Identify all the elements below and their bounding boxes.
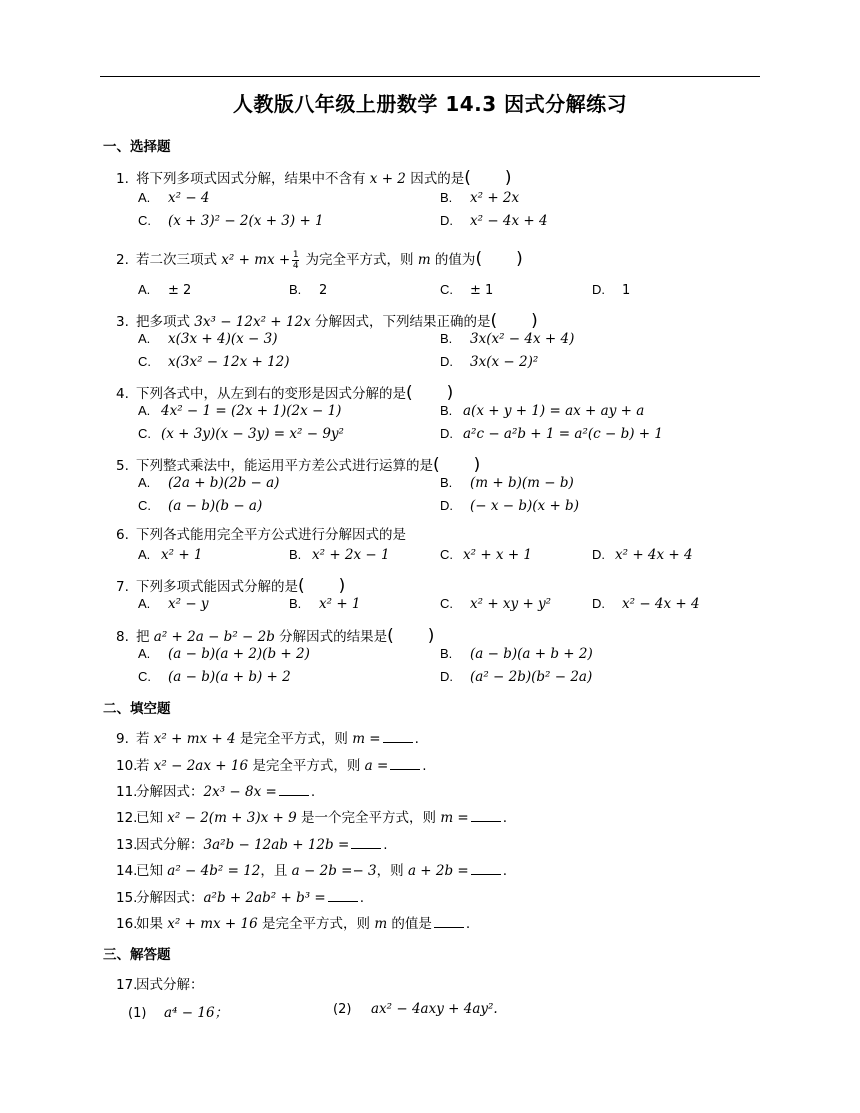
question-2: 2. 若二次三项式 x² + mx + $\frac{1}{4}$ 为完全平方式，则 m 的值为( ) [116,249,523,271]
answer-blank [471,809,501,822]
option-a: A. x(3x + 4)(x − 3) [138,331,278,347]
option-c: C. (a − b)(b − a) [138,498,263,514]
option-a: A. x² − 4 [138,190,210,206]
option-b: B. (m + b)(m − b) [440,475,574,491]
option-c: C. (x + 3y)(x − 3y) = x² − 9y² [138,426,344,442]
option-a: A. x² + 1 [138,547,203,563]
answer-blank [351,836,381,849]
section-heading-choice: 一、选择题 [103,139,171,155]
page-title: 人教版八年级上册数学 14.3 因式分解练习 [232,92,628,116]
option-d: D. x² + 4x + 4 [592,547,693,563]
option-a: A. x² − y [138,596,209,612]
sub-question-2: (2) ax² − 4axy + 4ay². [333,1001,498,1017]
option-d: D. x² − 4x + 4 [592,596,700,612]
question-15: 15.分解因式：a²b + 2ab² + b³ = . [116,890,365,906]
option-a: A. (a − b)(a + 2)(b + 2) [138,646,310,662]
section-heading-fill: 二、填空题 [103,701,171,717]
option-a: A. ± 2 [138,282,192,298]
question-16: 16.如果 x² + mx + 16 是完全平方式，则 m 的值是 . [116,916,471,932]
option-a: A. 4x² − 1 = (2x + 1)(2x − 1) [138,403,342,419]
option-b: B. x² + 1 [289,596,361,612]
answer-blank [279,783,309,796]
option-b: B. (a − b)(a + b + 2) [440,646,593,662]
option-d: D. 3x(x − 2)² [440,354,539,370]
question-4: 4. 下列各式中，从左到右的变形是因式分解的是( ) [116,383,454,403]
answer-blank [434,915,464,928]
option-c: C. x² + xy + y² [440,596,552,612]
option-b: B. x² + 2x [440,190,520,206]
option-c: C. x(3x² − 12x + 12) [138,354,290,370]
question-6: 6. 下列各式能用完全平方公式进行分解因式的是 [116,527,406,543]
option-c: C. ± 1 [440,282,494,298]
option-d: D. x² − 4x + 4 [440,213,548,229]
option-b: B. a(x + y + 1) = ax + ay + a [440,403,645,419]
option-c: C. (x + 3)² − 2(x + 3) + 1 [138,213,324,229]
option-d: D. (− x − b)(x + b) [440,498,579,514]
answer-blank [390,757,420,770]
top-rule [100,76,760,77]
question-8: 8. 把 a² + 2a − b² − 2b 分解因式的结果是( ) [116,626,435,646]
question-17: 17.因式分解： [116,977,204,993]
option-a: A. (2a + b)(2b − a) [138,475,280,491]
option-b: B. 2 [289,282,328,298]
answer-blank [328,889,358,902]
question-11: 11.分解因式：2x³ − 8x = . [116,784,316,800]
sub-question-1: (1) a⁴ − 16； [128,1005,229,1021]
option-d: D. 1 [592,282,631,298]
question-1: 1. 将下列多项式因式分解，结果中不含有 x + 2 因式的是( ) [116,168,512,188]
question-10: 10.若 x² − 2ax + 16 是完全平方式，则 a = . [116,758,427,774]
question-9: 9. 若 x² + mx + 4 是完全平方式，则 m = . [116,731,419,747]
option-b: B. 3x(x² − 4x + 4) [440,331,575,347]
question-5: 5. 下列整式乘法中，能运用平方差公式进行运算的是( ) [116,455,481,475]
answer-blank [471,862,501,875]
question-7: 7. 下列多项式能因式分解的是( ) [116,576,346,596]
fraction-one-quarter: $\frac{1}{4}$ [292,249,299,271]
answer-blank [383,730,413,743]
question-3: 3. 把多项式 3x³ − 12x² + 12x 分解因式，下列结果正确的是( ) [116,311,538,331]
q2-expression: x² + mx + [221,252,291,268]
option-d: D. a²c − a²b + 1 = a²(c − b) + 1 [440,426,663,442]
option-c: C. (a − b)(a + b) + 2 [138,669,291,685]
question-13: 13.因式分解：3a²b − 12ab + 12b = . [116,837,388,853]
option-d: D. (a² − 2b)(b² − 2a) [440,669,593,685]
option-b: B. x² + 2x − 1 [289,547,390,563]
option-c: C. x² + x + 1 [440,547,533,563]
question-14: 14.已知 a² − 4b² = 12，且 a − 2b =− 3，则 a + 2b = . [116,863,508,879]
question-12: 12.已知 x² − 2(m + 3)x + 9 是一个完全平方式，则 m = . [116,810,508,826]
section-heading-solve: 三、解答题 [103,947,171,963]
